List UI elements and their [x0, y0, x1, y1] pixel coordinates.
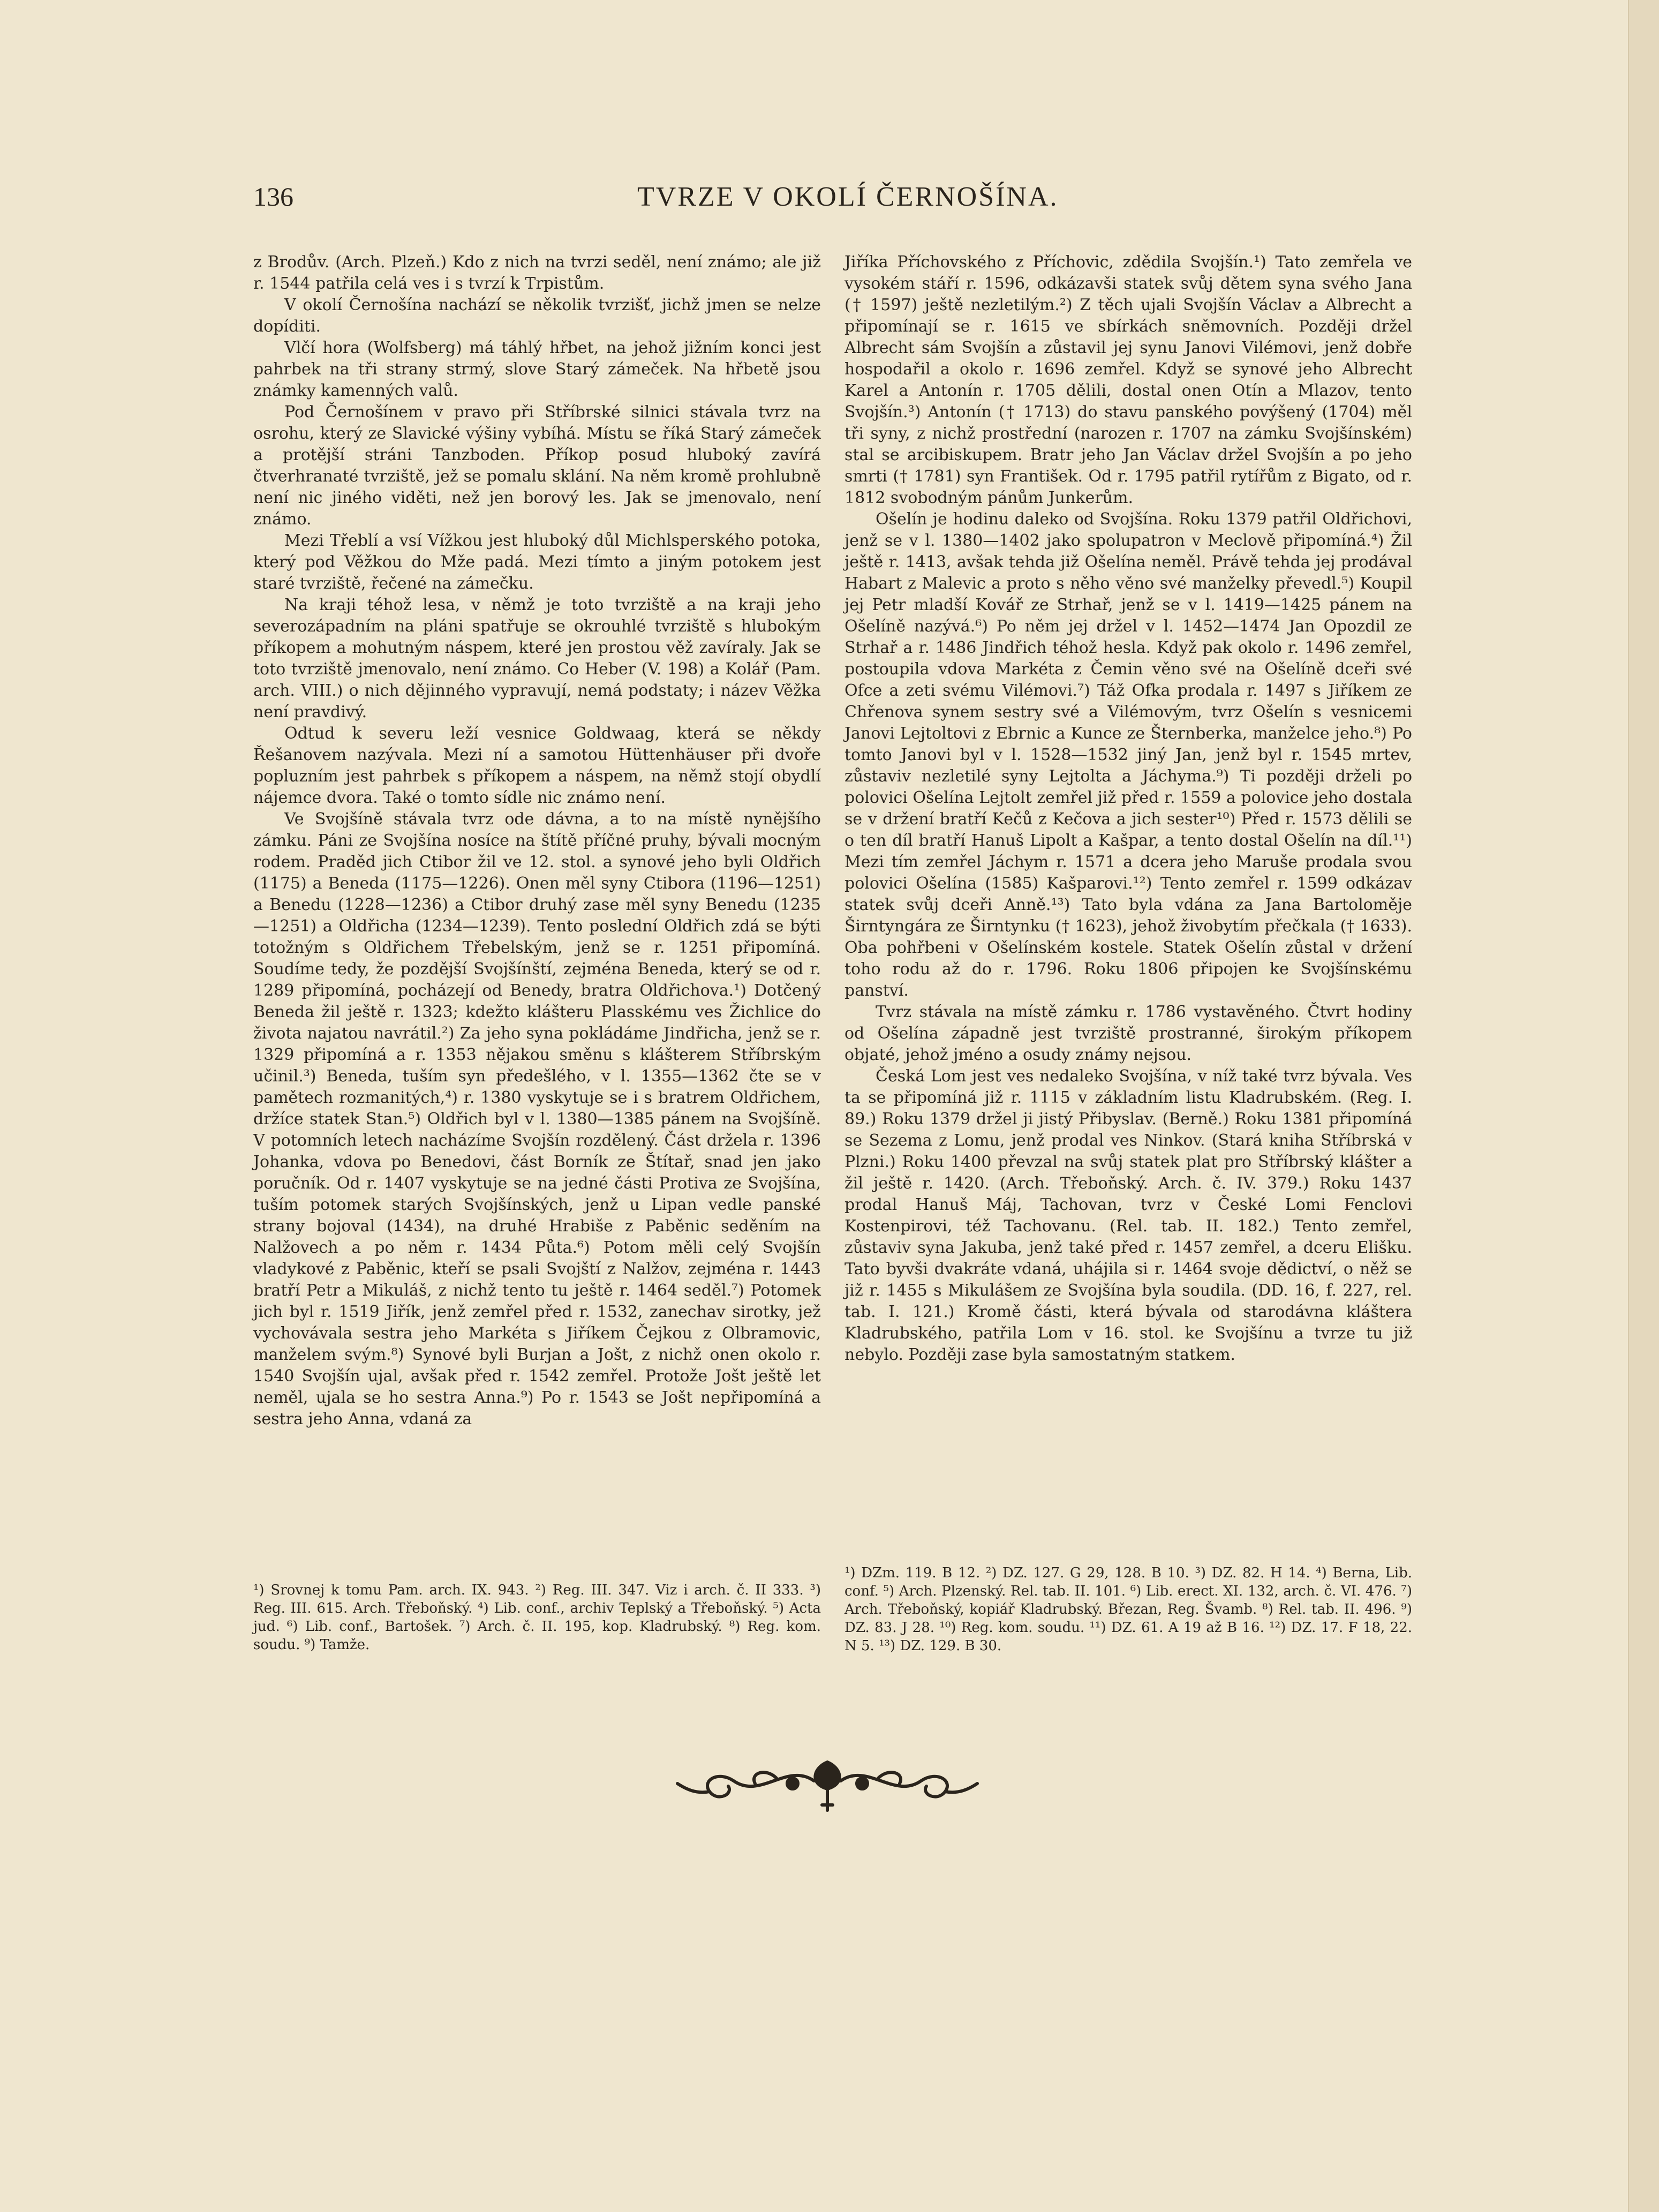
footnotes-left: ¹) Srovnej k tomu Pam. arch. IX. 943. ²) Reg. III. 347. Viz i arch. č. II 333. ³) Reg. III. 615. Arch. Třeboňský. ⁴) Lib. conf., archiv Teplský a Třeboňský. ⁵) Acta jud. ⁶) Lib. conf., Bartošek. ⁷) Arch. č. II. 195, kop. Kladrubský. ⁸) Reg. kom. soudu. ⁹) Tamže.	[253, 1582, 821, 1653]
fleuron-icon	[669, 1751, 985, 1816]
paragraph: Mezi Třeblí a vsí Vížkou jest hluboký důl Michlsperského potoka, který pod Věžkou do Mže padá. Mezi tímto a jiným potokem jest staré tvrziště, řečené na zámečku.	[253, 531, 821, 593]
paragraph: Na kraji téhož lesa, v němž je toto tvrziště a na kraji jeho severozápadním na pláni spatřuje se okrouhlé tvrziště s hlubokým příkopem a mohutným náspem, které jen prostou věž zavíraly. Jak se toto tvrziště jmenovalo, není známo. Co Heber (V. 198) a Kolář (Pam. arch. VIII.) o nich dějinného vypravují, nemá podstaty; i název Věžka není pravdivý.	[253, 596, 821, 721]
running-title: TVRZE V OKOLÍ ČERNOŠÍNA.	[637, 182, 1059, 212]
paragraph: Jiříka Příchovského z Příchovic, zdědila Svojšín.¹) Tato zemřela ve vysokém stáří r. 1596, odkázavši statek svůj dětem syna svého Jana († 1597) ještě nezletilým.²) Z těch ujali Svojšín Václav a Albrecht a připomínají se r. 1615 ve sbírkách sněmovních. Později držel Albrecht sám Svojšín a zůstavil jej synu Janovi Vilémovi, jenž dobře hospodařil a okolo r. 1696 zemřel. Když se synové jeho Albrecht Karel a Antonín r. 1705 dělili, dostal onen Otín a Mlazov, tento Svojšín.³) Antonín († 1713) do stavu panského povýšený (1704) měl tři syny, z nichž prostřední (narozen r. 1707 na zámku Svojšínském) stal se arcibiskupem. Bratr jeho Jan Václav držel Svojšín a po jeho smrti († 1781) syn František. Od r. 1795 patřil rytířům z Bigato, od r. 1812 svobodným pánům Junkerům.	[844, 253, 1412, 507]
paragraph: z Brodův. (Arch. Plzeň.) Kdo z nich na tvrzi seděl, není známo; ale již r. 1544 patřila celá ves i s tvrzí k Trpistům.	[253, 253, 821, 293]
paragraph: Pod Černošínem v pravo při Stříbrské silnici stávala tvrz na osrohu, který ze Slavické výšiny vybíhá. Místu se říká Starý zámeček a protější stráni Tanzboden. Příkop posud hluboký zavírá čtverhranaté tvrziště, jež se pomalu sklání. Na něm kromě prohlubně není nic jiného viděti, než jen borový les. Jak se jmenovalo, není známo.	[253, 403, 821, 529]
paragraph: Vlčí hora (Wolfsberg) má táhlý hřbet, na jehož jižním konci jest pahrbek na tři strany strmý, slove Starý zámeček. Na hřbetě jsou známky kamenných valů.	[253, 338, 821, 400]
paragraph: Odtud k severu leží vesnice Goldwaag, která se někdy Řešanovem nazývala. Mezi ní a samotou Hüttenhäuser při dvoře popluzním jest pahrbek s příkopem a náspem, na němž stojí obydlí nájemce dvora. Také o tomto sídle nic známo není.	[253, 724, 821, 807]
paragraph: Ošelín je hodinu daleko od Svojšína. Roku 1379 patřil Oldřichovi, jenž se v l. 1380—1402 jako spolupatron v Meclově připomíná.⁴) Žil ještě r. 1413, avšak tehda již Ošelína neměl. Právě tehda jej prodával Habart z Malevic a proto s něho věno své manželky převedl.⁵) Koupil jej Petr mladší Kovář ze Strhař, jenž se v l. 1419—1425 pánem na Ošelíně nazývá.⁶) Po něm jej držel v l. 1452—1474 Jan Opozdil ze Strhař a r. 1486 Jindřich téhož hesla. Když pak okolo r. 1496 zemřel, postoupila vdova Markéta z Čemin věno své na Ošelíně dceři své Ofce a zeti svému Vilémovi.⁷) Táž Ofka prodala r. 1497 s Jiříkem ze Chřenova synem sestry své a Vilémovým, tvrz Ošelín s vesnicemi Janovi Lejtoltovi z Ebrnic a Kunce ze Šternberka, manželce jeho.⁸) Po tomto Janovi byl v l. 1528—1532 jiný Jan, jenž byl r. 1545 mrtev, zůstaviv nezletilé syny Lejtolta a Jáchyma.⁹) Ti později drželi po polovici Ošelína Lejtolt zemřel již před r. 1559 a polovice jeho dostala se v držení bratří Kečů z Kečova a jich sester¹⁰) Před r. 1573 dělili se o ten díl bratří Hanuš Lipolt a Kašpar, a tento dostal Ošelín na díl.¹¹) Mezi tím zemřel Jáchym r. 1571 a dcera jeho Maruše prodala svou polovici Ošelína (1585) Kašparovi.¹²) Tento zemřel r. 1599 odkázav statek svůj dceři Anně.¹³) Tato byla vdána za Jana Bartoloměje Širntyngára ze Širntynku († 1623), jehož živobytím přečkala († 1633). Oba pohřbeni v Ošelínském kostele. Statek Ošelín zůstal v držení toho rodu až do r. 1796. Roku 1806 připojen ke Svojšínskému panství.	[844, 510, 1412, 1000]
paragraph: V okolí Černošína nachází se několik tvrzišť, jichž jmen se nelze dopíditi.	[253, 296, 821, 336]
page-edge	[1628, 0, 1659, 2212]
paragraph: Česká Lom jest ves nedaleko Svojšína, v níž také tvrz bývala. Ves ta se připomíná již r. 1115 v základním listu Kladrubském. (Reg. I. 89.) Roku 1379 držel ji jistý Přibyslav. (Berně.) Roku 1381 připomíná se Sezema z Lomu, jenž prodal ves Ninkov. (Stará kniha Stříbrská v Plzni.) Roku 1400 převzal na svůj statek plat pro Stříbrský klášter a žil ještě r. 1420. (Arch. Třeboňský. Arch. č. IV. 379.) Roku 1437 prodal Hanuš Máj, Tachovan, tvrz v České Lomi Fenclovi Kostenpirovi, též Tachovanu. (Rel. tab. II. 182.) Tento zemřel, zůstaviv syna Jakuba, jenž také před r. 1457 zemřel, a dceru Elišku. Tato byvši dvakráte vdaná, uhájila si r. 1464 svoje dědictví, o něž se již r. 1455 s Mikulášem ze Svojšína byla soudila. (DD. 16, f. 227, rel. tab. I. 121.) Kromě části, která bývala od starodávna kláštera Kladrubského, patřila Lom v 16. stol. ke Svojšínu a tvrze tu již nebylo. Později zase byla samostatným statkem.	[844, 1067, 1412, 1364]
footnotes-right: ¹) DZm. 119. B 12. ²) DZ. 127. G 29, 128. B 10. ³) DZ. 82. H 14. ⁴) Berna, Lib. conf. ⁵) Arch. Plzenský. Rel. tab. II. 101. ⁶) Lib. erect. XI. 132, arch. č. VI. 476. ⁷) Arch. Třeboňský, kopiář Kladrubský. Březan, Reg. Švamb. ⁸) Rel. tab. II. 496. ⁹) DZ. 83. J 28. ¹⁰) Reg. kom. soudu. ¹¹) DZ. 61. A 19 až B 16. ¹²) DZ. 17. F 18, 22. N 5. ¹³) DZ. 129. B 30.	[844, 1565, 1412, 1654]
page-number: 136	[253, 182, 293, 212]
paragraph: Tvrz stávala na místě zámku r. 1786 vystavěného. Čtvrt hodiny od Ošelína západně jest tvrziště prostranné, širokým příkopem objaté, jehož jméno a osudy známy nejsou.	[844, 1003, 1412, 1064]
paragraph: Ve Svojšíně stávala tvrz ode dávna, a to na místě nynějšího zámku. Páni ze Svojšína nosíce na štítě příčné pruhy, bývali mocným rodem. Praděd jich Ctibor žil ve 12. stol. a synové jeho byli Oldřich (1175) a Beneda (1175—1226). Onen měl syny Ctibora (1196—1251) a Benedu (1228—1236) a Ctibor druhý zase měl syny Benedu (1235—1251) a Oldřicha (1234—1239). Tento poslední Oldřich zdá se býti totožným s Oldřichem Třebelským, jenž se r. 1251 připomíná. Soudíme tedy, že pozdější Svojšínští, zejména Beneda, který se od r. 1289 připomíná, pocházejí od Benedy, bratra Oldřichova.¹) Dotčený Beneda žil ještě r. 1323; kdežto klášteru Plasskému ves Žichlice do života najatou navrátil.²) Za jeho syna pokládáme Jindřicha, jenž se r. 1329 připomíná a r. 1353 nějakou směnu s klášterem Stříbrským učinil.³) Beneda, tuším syn předešlého, v l. 1355—1362 čte se v pamětech rozmanitých,⁴) r. 1380 vyskytuje se i s bratrem Oldřichem, držíce statek Stan.⁵) Oldřich byl v l. 1380—1385 pánem na Svojšíně. V potomních letech nacházíme Svojšín rozdělený. Část držela r. 1396 Johanka, vdova po Benedovi, část Borník ze Štítař, snad jen jako poručník. Od r. 1407 vyskytuje se na jedné části Protiva ze Svojšína, tuším potomek starých Svojšínských, jenž u Lipan vedle panské strany bojoval (1434), na druhé Hrabiše z Paběnic seděním na Nalžovech a po něm r. 1434 Půta.⁶) Potom měli celý Svojšín vladykové z Paběnic, kteří se psali Svojští z Nalžov, zejména r. 1443 bratří Petr a Mikuláš, z nichž tento tu ještě r. 1464 seděl.⁷) Potomek jich byl r. 1519 Jiřík, jenž zemřel před r. 1532, zanechav sirotky, jež vychovávala sestra jeho Markéta s Jiříkem Čejkou z Olbramovic, manželem svým.⁸) Synové byli Burjan a Jošt, z nichž onen okolo r. 1540 Svojšín ujal, avšak před r. 1542 zemřel. Protože Jošt ještě let neměl, ujala se ho sestra Anna.⁹) Po r. 1543 se Jošt nepřipomíná a sestra jeho Anna, vdaná za	[253, 810, 821, 1428]
left-column	[253, 252, 821, 1430]
right-column	[844, 252, 1412, 1366]
